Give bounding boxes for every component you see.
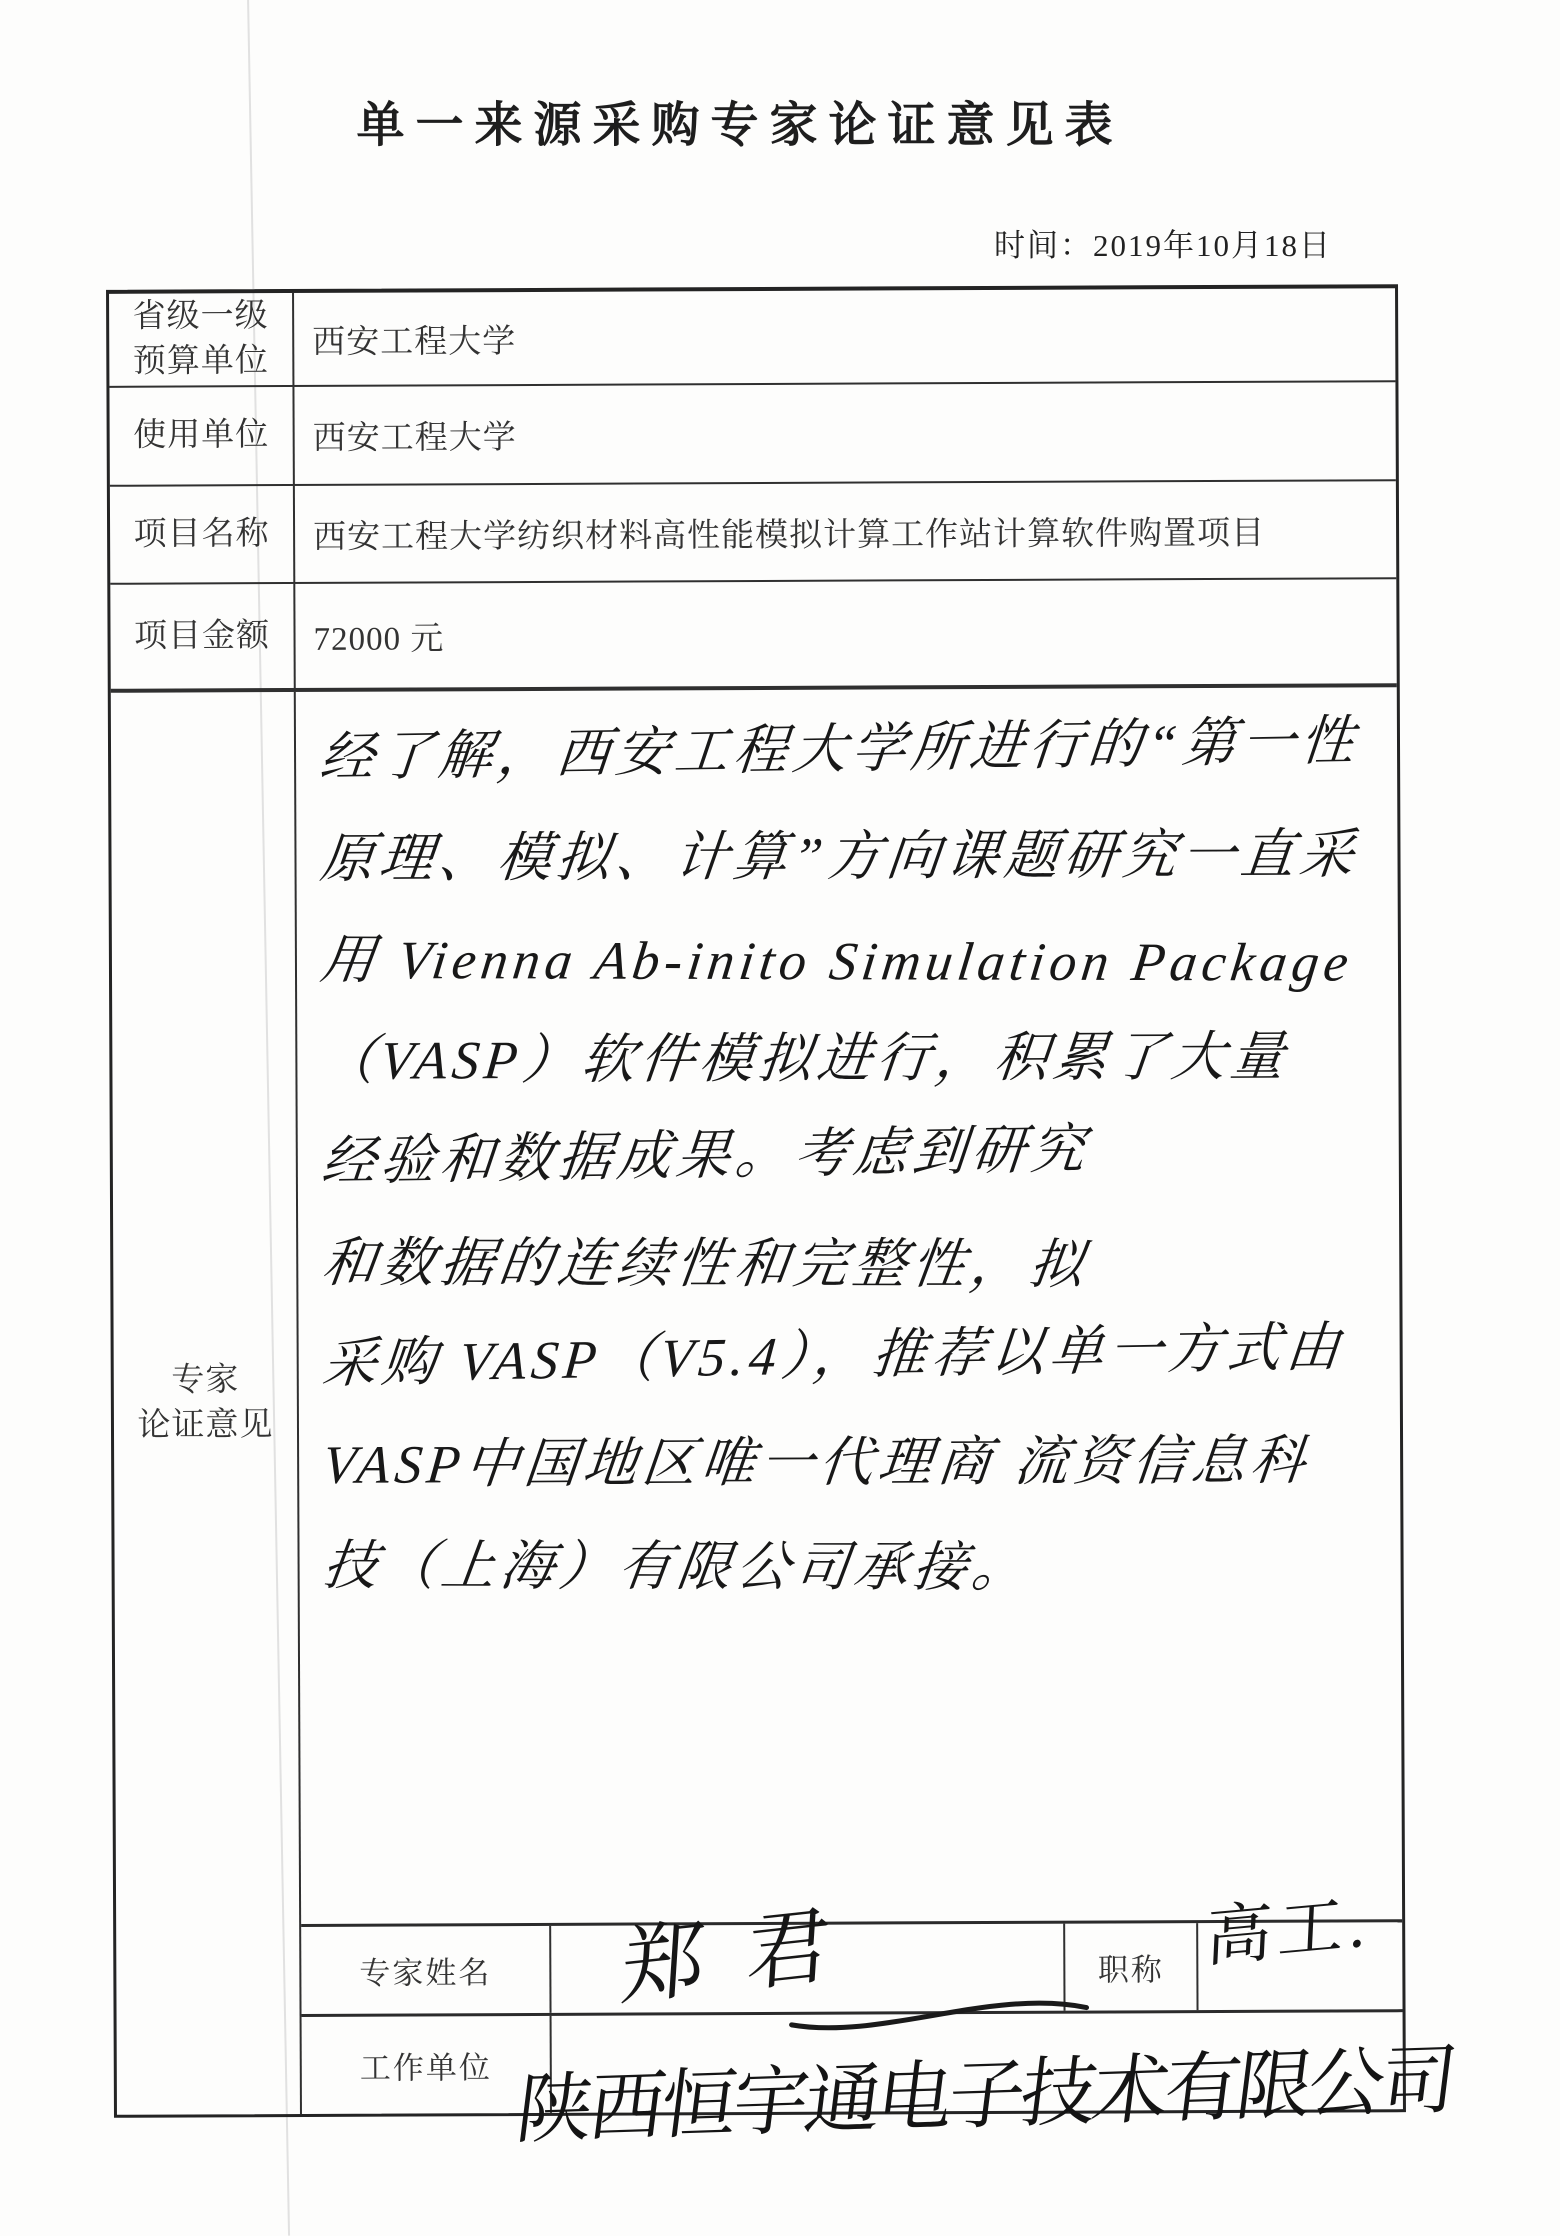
expert-opinion-label: 专家 论证意见 (111, 692, 302, 2115)
expert-signature-cell (551, 1894, 1063, 2017)
opinion-handwriting-line: VASP中国地区唯一代理商 流资信息科 (320, 1430, 1313, 1495)
opinion-handwriting-line: 经验和数据成果。考虑到研究 (319, 1119, 1093, 1192)
opinion-handwriting-line: 和数据的连续性和完整性，拟 (318, 1232, 1093, 1295)
expert-signature-handwriting: 郑君 (618, 1894, 876, 2017)
work-unit-handwriting: 陕西恒宇通电子技术有限公司 (511, 2038, 1458, 2154)
budget-unit-label: 省级一级 预算单位 (109, 293, 294, 386)
expert-opinion-row (111, 687, 1458, 2154)
opinion-handwriting-line: 用 Vienna Ab-inito Simulation Package (317, 929, 1357, 993)
opinion-handwriting-line: 经了解，西安工程大学所进行的“第一性 (317, 710, 1362, 788)
opinion-handwriting-line: 采购 VASP（V5.4），推荐以单一方式由 (320, 1316, 1348, 1394)
table-row (110, 579, 1396, 693)
work-unit-cell (511, 2012, 1458, 2154)
work-unit-row (302, 2009, 1458, 2154)
project-name-label: 项目名称 (110, 486, 295, 583)
project-name-value: 西安工程大学纺织材料高性能模拟计算工作站计算软件购置项目 (313, 515, 1266, 556)
expert-name-row (301, 1886, 1402, 2017)
opinion-handwriting-line: （VASP）软件模拟进行，积累了大量 (318, 1026, 1293, 1091)
form-table (106, 284, 1458, 2154)
form-title: 单一来源采购专家论证意见表 (356, 99, 1124, 152)
job-title-cell (1198, 1886, 1402, 2010)
table-row (110, 481, 1396, 585)
expert-opinion-content (296, 687, 1458, 2154)
opinion-handwriting-area (296, 687, 1402, 1924)
table-row (109, 288, 1395, 388)
form-date: 时间：2019年10月18日 (994, 228, 1332, 263)
opinion-handwriting-line: 技（上海）有限公司承接。 (319, 1535, 1035, 1598)
expert-name-label: 专家姓名 (301, 1926, 551, 2014)
project-amount-label: 项目金额 (110, 584, 295, 689)
project-amount-value: 72000 元 (313, 620, 445, 658)
table-row (109, 382, 1395, 487)
job-title-label: 职称 (1063, 1923, 1198, 2011)
work-unit-label: 工作单位 (302, 2016, 552, 2114)
job-title-handwriting: 高工. (1204, 1886, 1374, 1976)
using-unit-label: 使用单位 (109, 387, 294, 485)
opinion-handwriting-line: 原理、模拟、计算”方向课题研究一直采 (317, 824, 1362, 889)
using-unit-value: 西安工程大学 (312, 420, 517, 457)
budget-unit-value: 西安工程大学 (312, 323, 517, 361)
